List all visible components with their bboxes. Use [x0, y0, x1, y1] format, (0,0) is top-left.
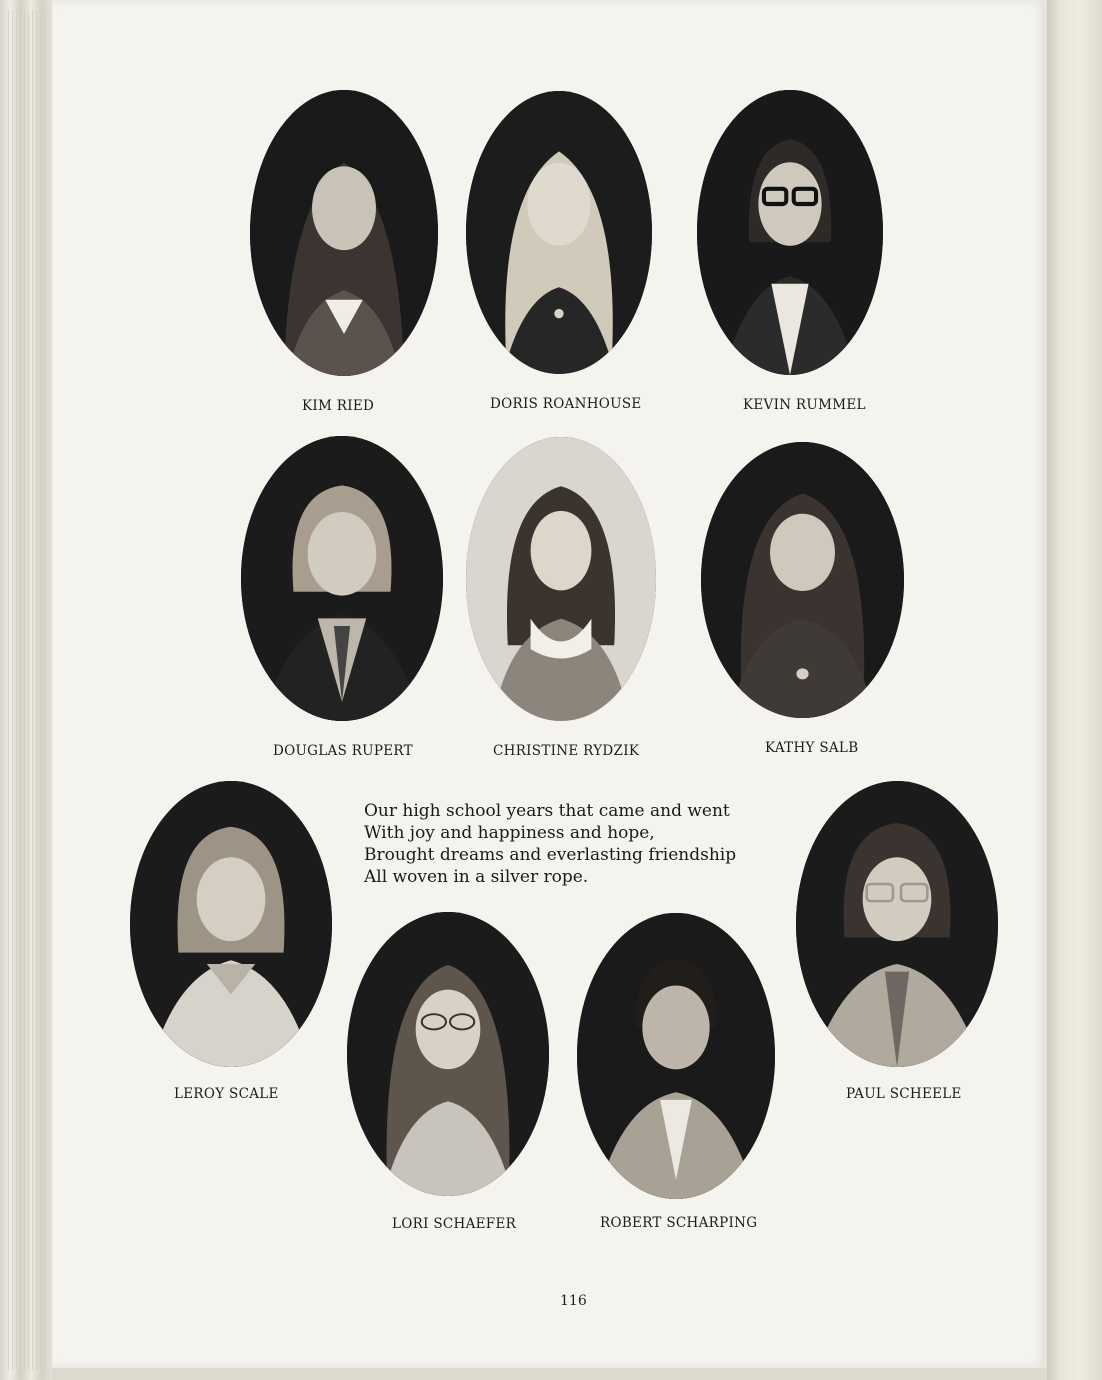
poem — [364, 800, 794, 888]
poem-line: All woven in a silver rope. — [364, 867, 589, 887]
binding-page-edges — [8, 10, 48, 1370]
portrait-photo-kim-ried — [250, 90, 438, 376]
portrait-photo-christine-rydzik — [466, 437, 656, 721]
page-number: 116 — [560, 1293, 587, 1309]
student-name-robert-scharping: ROBERT SCHARPING — [600, 1215, 758, 1231]
book-binding — [0, 0, 53, 1380]
poem-line: Brought dreams and everlasting friendship — [364, 845, 737, 865]
student-name-kim-ried: KIM RIED — [302, 398, 375, 414]
student-name-kevin-rummel: KEVIN RUMMEL — [743, 397, 866, 413]
portrait-photo-robert-scharping — [577, 913, 775, 1199]
student-name-lori-schaefer: LORI SCHAEFER — [392, 1216, 517, 1232]
page-bottom-edge — [52, 1368, 1047, 1380]
student-name-douglas-rupert: DOUGLAS RUPERT — [273, 743, 413, 759]
portrait-photo-doris-roanhouse — [466, 91, 652, 374]
portrait-photo-kevin-rummel — [697, 90, 883, 375]
portrait-photo-lori-schaefer — [347, 912, 549, 1196]
student-name-leroy-scale: LEROY SCALE — [174, 1086, 279, 1102]
poem-line: Our high school years that came and went — [364, 801, 730, 821]
portrait-photo-leroy-scale — [130, 781, 332, 1067]
portrait-photo-douglas-rupert — [241, 436, 443, 721]
student-name-christine-rydzik: CHRISTINE RYDZIK — [493, 743, 640, 759]
facing-page-edge — [1047, 0, 1102, 1380]
poem-line: With joy and happiness and hope, — [364, 823, 655, 843]
portrait-photo-kathy-salb — [701, 442, 904, 718]
student-name-kathy-salb: KATHY SALB — [765, 740, 859, 756]
portrait-photo-paul-scheele — [796, 781, 998, 1067]
student-name-doris-roanhouse: DORIS ROANHOUSE — [490, 396, 642, 412]
student-name-paul-scheele: PAUL SCHEELE — [846, 1086, 962, 1102]
